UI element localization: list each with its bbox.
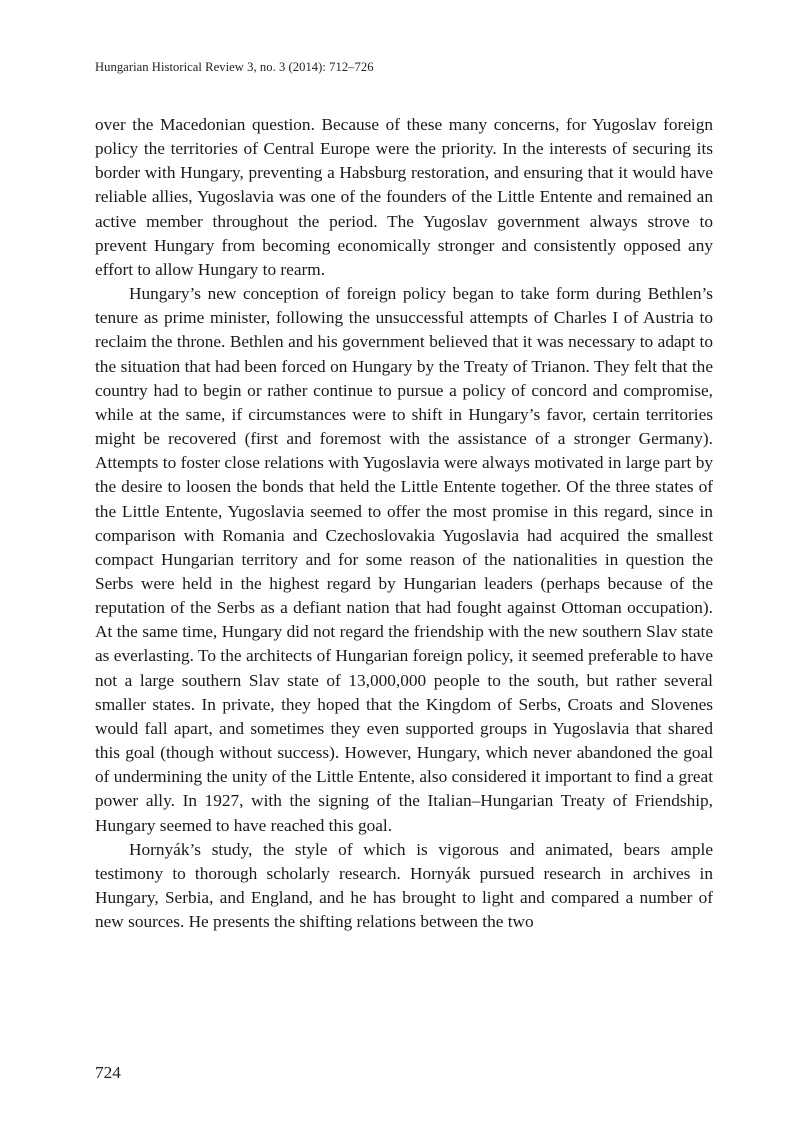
paragraph-3: Hornyák’s study, the style of which is vigorous and animated, bears ample testimony to thorough scholarly research. Hornyák pursued research in archives in Hungary, Serbia, and England, and he has brought to light and compared a number of new sources. He presents the shifting relations between the two [95, 839, 713, 932]
paragraph-2: Hungary’s new conception of foreign policy began to take form during Bethlen’s tenure as prime minister, following the unsuccessful attempts of Charles I of Austria to reclaim the throne. Bethlen and his government believed that it was necessary to adapt to the situation that had been forced on Hungary by the Treaty of Trianon. They felt that the country had to begin or rather continue to pursue a policy of concord and compromise, while at the same, if circumstances were to shift in Hungary’s favor, certain territories might be recovered (first and foremost with the assistance of a stronger Germany). Attempts to foster close relations with Yugoslavia were always motivated in large part by the desire to loosen the bonds that held the Little Entente together. Of the three states of the Little Entente, Yugoslavia seemed to offer the most promise in this regard, since in comparison with Romania and Czechoslovakia Yugoslavia had acquired the smallest compact Hungarian territory and for some reason of the nationalities in question the Serbs were held in the highest regard by Hungarian leaders (perhaps because of the reputation of the Serbs as a defiant nation that had fought against Ottoman occupation). At the same time, Hungary did not regard the friendship with the new southern Slav state as everlasting. To the architects of Hungarian foreign policy, it seemed preferable to have not a large southern Slav state of 13,000,000 people to the south, but rather several smaller states. In private, they hoped that the Kingdom of Serbs, Croats and Slovenes would fall apart, and sometimes they even supported groups in Yugoslavia that shared this goal (though without success). However, Hungary, which never abandoned the goal of undermining the unity of the Little Entente, also considered it important to find a great power ally. In 1927, with the signing of the Italian–Hungarian Treaty of Friendship, Hungary seemed to have reached this goal. [95, 284, 713, 835]
paragraph-1: over the Macedonian question. Because of these many concerns, for Yugoslav foreign policy the territories of Central Europe were the priority. In the interests of securing its border with Hungary, preventing a Habsburg restoration, and ensuring that it would have reliable allies, Yugoslavia was one of the founders of the Little Entente and remained an active member throughout the period. The Yugoslav government always strove to prevent Hungary from becoming economically stronger and consistently opposed any effort to allow Hungary to rearm. [95, 115, 713, 279]
running-head: Hungarian Historical Review 3, no. 3 (2014): 712–726 [95, 60, 374, 74]
page-number: 724 [95, 1063, 121, 1082]
body-text [95, 113, 713, 934]
